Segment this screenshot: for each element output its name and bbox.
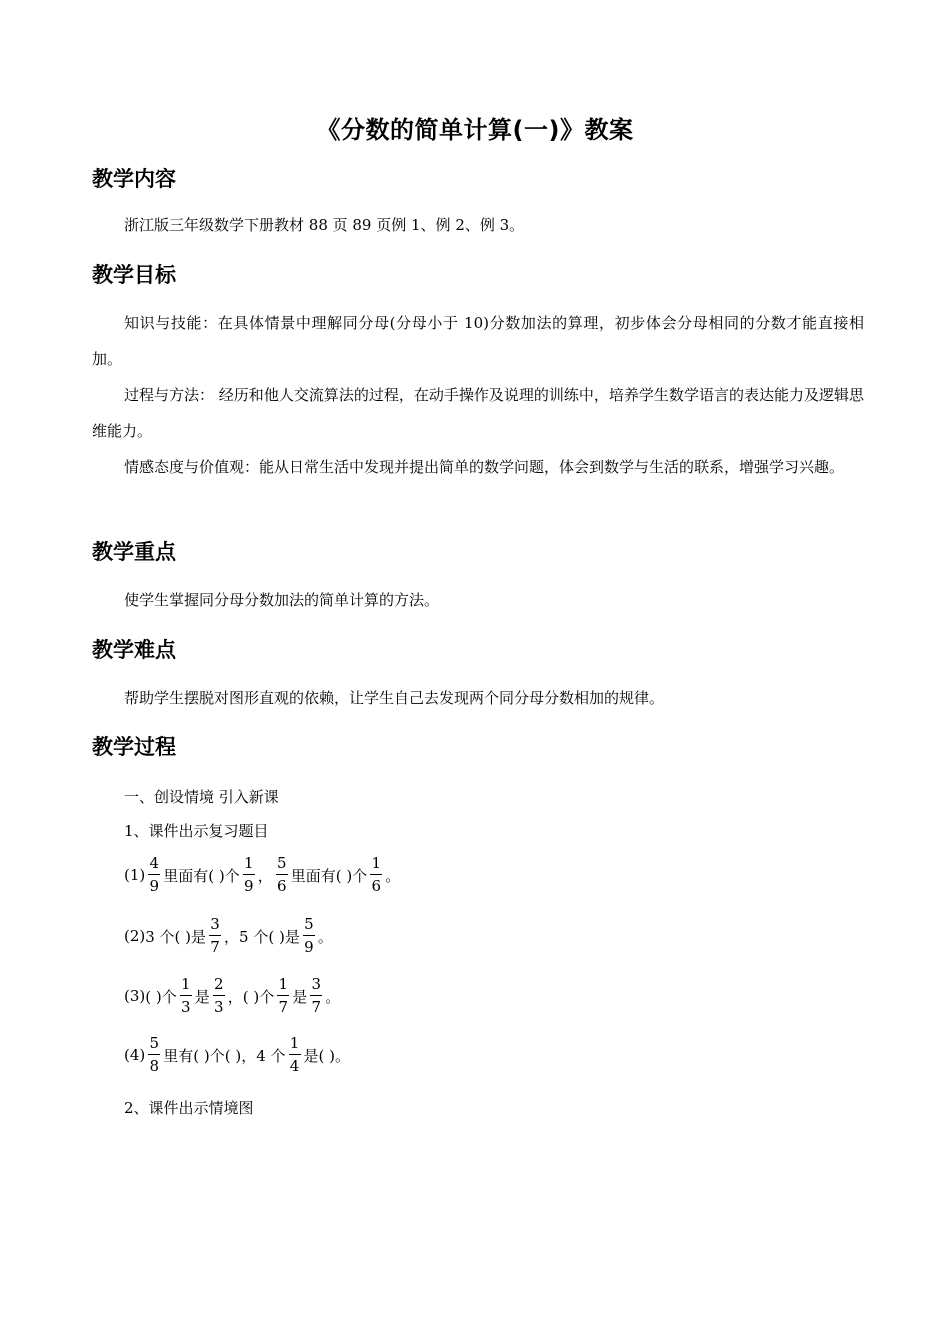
numerator: 4 (149, 854, 160, 872)
question-text: 是 (194, 987, 210, 1006)
numerator: 5 (276, 854, 287, 872)
heading-teaching-goals: 教学目标 (92, 263, 176, 287)
denominator: 3 (180, 998, 191, 1016)
question-text: 。 (317, 927, 333, 946)
fraction (209, 915, 221, 957)
fraction (243, 854, 255, 896)
numerator: 1 (180, 975, 191, 993)
process-item-2: 2、课件出示情境图 (124, 1099, 254, 1117)
question-1 (124, 852, 400, 898)
denominator: 8 (149, 1057, 160, 1075)
denominator: 6 (276, 877, 287, 895)
heading-teaching-content: 教学内容 (92, 167, 176, 191)
paragraph-goal-process: 过程与方法： 经历和他人交流算法的过程，在动手操作及说理的训练中，培养学生数学语言的表达能力及逻辑思维能力。 (92, 386, 864, 440)
denominator: 9 (149, 877, 160, 895)
question-text: 是 (292, 987, 308, 1006)
question-text: ( )个 (145, 987, 177, 1006)
question-label: (4) (124, 1046, 146, 1064)
question-text: 里面有( )个 (290, 866, 368, 885)
question-3 (124, 973, 340, 1019)
numerator: 5 (304, 915, 314, 933)
numerator: 3 (311, 975, 322, 993)
fraction (148, 1034, 160, 1076)
denominator: 7 (311, 998, 322, 1016)
question-4 (124, 1032, 350, 1078)
fraction (213, 975, 225, 1017)
numerator: 5 (149, 1034, 160, 1052)
denominator: 4 (289, 1057, 300, 1075)
denominator: 9 (304, 938, 314, 956)
question-2 (124, 913, 333, 959)
question-text: 。 (385, 866, 401, 885)
question-text: 里有( )个( )，4 个 (163, 1046, 286, 1065)
process-step-1: 一、创设情境 引入新课 (124, 788, 279, 806)
question-text: 3 个( )是 (145, 927, 207, 946)
paragraph-goal-emotion: 情感态度与价值观：能从日常生活中发现并提出简单的数学问题，体会到数学与生活的联系，增强学习兴趣。 (124, 458, 845, 476)
paragraph-teaching-content: 浙江版三年级数学下册教材 88 页 89 页例 1、例 2、例 3。 (124, 216, 525, 234)
document-title: 《分数的简单计算(一)》教案 (316, 116, 634, 144)
process-item-1: 1、课件出示复习题目 (124, 822, 269, 840)
denominator: 9 (243, 877, 254, 895)
question-text: 里面有( )个 (163, 866, 240, 885)
paragraph-key-point: 使学生掌握同分母分数加法的简单计算的方法。 (124, 591, 440, 609)
fraction (180, 975, 192, 1017)
fraction (277, 975, 289, 1017)
question-text: ， (257, 866, 273, 885)
question-label: (3) (124, 987, 146, 1005)
heading-key-point: 教学重点 (92, 540, 176, 564)
paragraph-goal-knowledge: 知识与技能：在具体情景中理解同分母(分母小于 10)分数加法的算理，初步体会分母相同的分数才能直接相加。 (92, 314, 864, 368)
denominator: 7 (278, 998, 288, 1016)
question-text: 。 (325, 987, 341, 1006)
numerator: 3 (210, 915, 220, 933)
question-text: ，5 个( )是 (224, 927, 300, 946)
numerator: 1 (278, 975, 288, 993)
fraction (370, 854, 382, 896)
numerator: 1 (371, 854, 381, 872)
fraction (148, 854, 160, 896)
denominator: 7 (210, 938, 220, 956)
paragraph-difficulty: 帮助学生摆脱对图形直观的依赖，让学生自己去发现两个同分母分数相加的规律。 (124, 689, 665, 707)
denominator: 6 (371, 877, 381, 895)
question-text: ，( )个 (227, 987, 275, 1006)
numerator: 1 (243, 854, 254, 872)
fraction (289, 1034, 301, 1076)
numerator: 1 (289, 1034, 300, 1052)
heading-process: 教学过程 (92, 735, 176, 759)
question-label: (2) (124, 927, 146, 945)
heading-difficulty: 教学难点 (92, 638, 176, 662)
fraction (303, 915, 315, 957)
question-label: (1) (124, 866, 146, 884)
denominator: 3 (213, 998, 224, 1016)
fraction (310, 975, 322, 1017)
question-text: 是( )。 (303, 1046, 350, 1065)
numerator: 2 (213, 975, 224, 993)
fraction (276, 854, 288, 896)
